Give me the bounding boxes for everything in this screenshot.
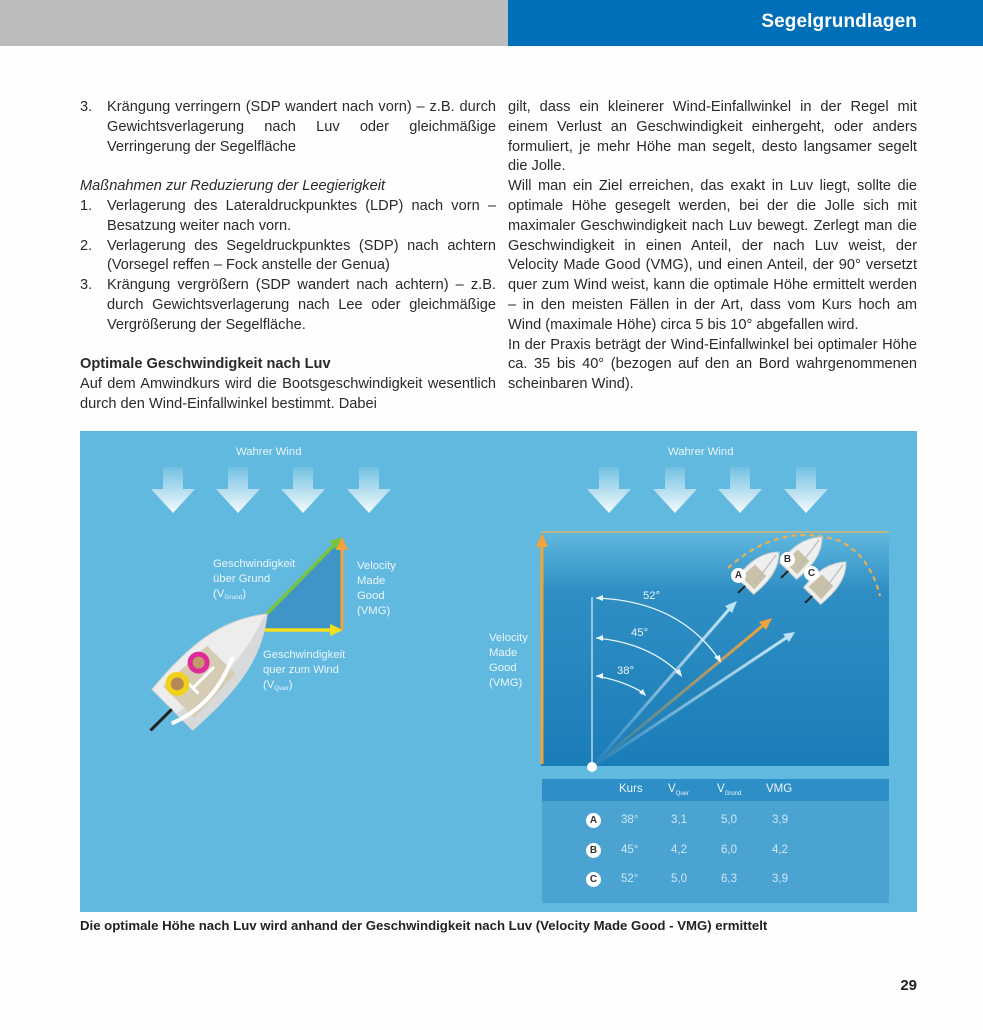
list-number: 2.: [80, 237, 93, 254]
section-paragraph: Auf dem Amwindkurs wird die Bootsgeschwindigkeit wesentlich durch den Wind-Einfallwinkel bestimmt. Dabei: [80, 376, 496, 412]
wind-arrows-left: [151, 467, 391, 513]
list-item: [80, 237, 496, 277]
cell-vmg: 3,9: [772, 814, 788, 826]
cell-v-quer: 5,0: [671, 873, 687, 885]
v-quer-label: Geschwindigkeit quer zum Wind $(V_{Quer})$: [263, 649, 346, 692]
list-text: Verlagerung des Segeldruckpunktes (SDP) nach achtern (Vorsegel reffen – Fock anstelle der Genua): [107, 237, 496, 274]
cell-kurs: 45°: [621, 844, 639, 856]
list-text: Verlagerung des Lateraldruckpunktes (LDP) nach vorn – Besatzung weiter nach vorn.: [107, 197, 496, 234]
row-badge: B: [586, 843, 601, 858]
header-blue-band: [508, 0, 983, 46]
left-column: [80, 98, 496, 415]
angle-45: 45°: [631, 627, 649, 639]
cell-vmg: 3,9: [772, 873, 788, 885]
list-number: 3.: [80, 277, 93, 294]
section-title: Segelgrundlagen: [761, 11, 917, 32]
list-item: [80, 98, 496, 157]
angle-38: 38°: [617, 665, 635, 677]
angle-52: 52°: [643, 590, 661, 602]
cell-kurs: 38°: [621, 814, 639, 826]
col-v-quer: $V_{Quer}$: [668, 783, 690, 797]
col-kurs: Kurs: [619, 783, 643, 795]
table-header: [542, 779, 889, 801]
paragraph: Will man ein Ziel erreichen, das exakt in Luv liegt, sollte die optimale Höhe gesegelt werden, bei der die Jolle sich mit maximaler Geschwindigkeit nach Luv bewegt. Zerlegt man die Geschwindigkeit in einen Anteil, der nach Luv weist, der Velocity Made Good (VMG), und einen Anteil, der 90° versetzt quer zum Wind weist, kann die optimale Höhe ermittelt werden – in den meisten Fällen in der Art, dass vom Kurs hoch am Wind (maximale Höhe) circa 5 bis 10° abgefallen wird.: [508, 178, 917, 333]
wind-label-right: Wahrer Wind: [668, 446, 734, 458]
wind-arrows-right: [587, 467, 828, 513]
list-item: [80, 276, 496, 335]
right-column: [508, 98, 917, 395]
cell-v-quer: 3,1: [671, 814, 687, 826]
boat-badge-a: A: [731, 568, 746, 583]
boat-badge-b: B: [780, 552, 795, 567]
cell-v-grund: 6,3: [721, 873, 737, 885]
v-grund-label: Geschwindigkeit über Grund $(V_{Grund})$: [213, 558, 296, 601]
vmg-label-right: Velocity Made Good (VMG): [489, 632, 528, 689]
col-v-grund: $V_{Grund}$: [717, 783, 742, 797]
header-gray-band: [0, 0, 508, 46]
section-heading: Optimale Geschwindigkeit nach Luv: [80, 356, 331, 373]
cell-kurs: 52°: [621, 873, 639, 885]
list-text: Krängung vergrößern (SDP wandert nach achtern) – z.B. durch Gewichtsverlagerung nach Lee oder gleichmäßige Vergrößerung der Segelfläche.: [107, 277, 496, 333]
figure-caption: Die optimale Höhe nach Luv wird anhand der Geschwindigkeit nach Luv (Velocity Made Good - VMG) ermittelt: [80, 918, 768, 933]
cell-v-grund: 5,0: [721, 814, 737, 826]
vmg-label-left: Velocity Made Good (VMG): [357, 560, 396, 617]
paragraph: gilt, dass ein kleinerer Wind-Einfallwinkel in der Regel mit einem Verlust an Geschwindigkeit einhergeht, oder anders formuliert, je mehr Höhe man segelt, desto langsamer segelt die Jolle.: [508, 99, 917, 175]
cell-vmg: 4,2: [772, 844, 788, 856]
paragraph: In der Praxis beträgt der Wind-Einfallwinkel bei optimaler Höhe ca. 35 bis 40° (bezogen auf den an Bord wahrgenommenen scheinbaren Wind).: [508, 336, 917, 393]
list-number: 1.: [80, 197, 93, 214]
page-number: 29: [900, 977, 917, 994]
list-text: Krängung verringern (SDP wandert nach vorn) – z.B. durch Gewichtsverlagerung nach Luv oder gleichmäßige Verringerung der Segelfläche: [107, 99, 496, 155]
cell-v-grund: 6,0: [721, 844, 737, 856]
list-item: [80, 197, 496, 237]
boat-badge-c: C: [804, 566, 819, 581]
wind-label-left: Wahrer Wind: [236, 446, 302, 458]
list-number: 3.: [80, 99, 93, 115]
vmg-table: [542, 779, 889, 903]
col-vmg: VMG: [766, 783, 793, 795]
cell-v-quer: 4,2: [671, 844, 687, 856]
subheading-leegierigkeit: Maßnahmen zur Reduzierung der Leegierigkeit: [80, 178, 386, 195]
row-badge: A: [586, 813, 601, 828]
row-badge: C: [586, 872, 601, 887]
vmg-diagram: [80, 431, 917, 912]
